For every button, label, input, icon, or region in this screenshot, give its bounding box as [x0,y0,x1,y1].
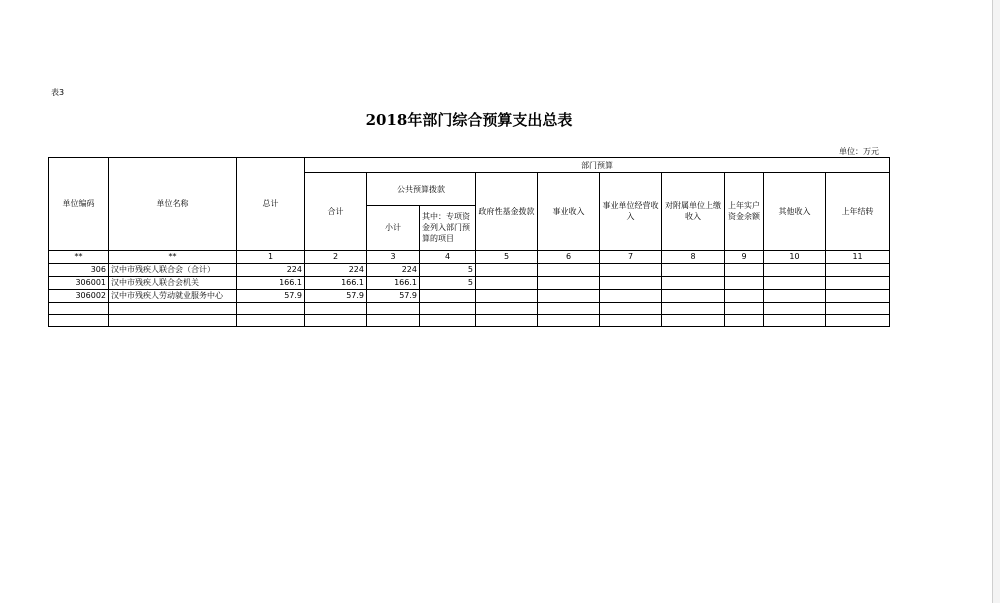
header-special-funds: 其中：专项资金列入部门预算的项目 [420,205,476,250]
header-row-1 [49,158,890,173]
cell-subtotal-sum: 166.1 [305,276,367,289]
cell-subtotal: 57.9 [367,289,420,302]
header-affiliated-income: 对附属单位上缴收入 [662,173,725,250]
cell-last-year-carryover [826,263,890,276]
cell-other-income [764,276,826,289]
page-title: 2018年部门综合预算支出总表 [365,111,573,129]
cell-unit-code: 306001 [49,276,109,289]
header-unit-name: 单位名称 [109,158,237,251]
header-total: 总计 [237,158,305,251]
header-unit-code: 单位编码 [49,158,109,251]
header-subtotal-sum: 合计 [305,173,367,250]
page-edge [992,0,993,603]
index-cell: ** [109,250,237,263]
index-cell: 6 [538,250,600,263]
header-business-operating: 事业单位经营收入 [600,173,662,250]
cell-special-funds: 5 [420,263,476,276]
index-cell: 5 [476,250,538,263]
cell-unit-name: 汉中市残疾人劳动就业服务中心 [109,289,237,302]
index-cell: 3 [367,250,420,263]
table-label: 表3 [51,88,65,97]
cell-unit-name: 汉中市残疾人联合会机关 [109,276,237,289]
header-other-income: 其他收入 [764,173,826,250]
cell-business-income [538,289,600,302]
unit-label: 单位：万元 [839,147,879,156]
index-cell: 8 [662,250,725,263]
index-cell: 2 [305,250,367,263]
header-gov-fund: 政府性基金拨款 [476,173,538,250]
header-subtotal: 小计 [367,205,420,250]
cell-total: 166.1 [237,276,305,289]
cell-last-year-balance [725,289,764,302]
cell-subtotal: 166.1 [367,276,420,289]
cell-gov-fund [476,289,538,302]
cell-other-income [764,263,826,276]
cell-last-year-balance [725,276,764,289]
empty-row [49,302,890,314]
budget-table [48,157,890,327]
index-cell: 9 [725,250,764,263]
cell-special-funds [420,289,476,302]
cell-unit-code: 306002 [49,289,109,302]
index-cell: 10 [764,250,826,263]
cell-business-income [538,263,600,276]
header-public-budget: 公共预算拨款 [367,173,476,206]
cell-gov-fund [476,276,538,289]
cell-special-funds: 5 [420,276,476,289]
index-cell: 11 [826,250,890,263]
cell-business-operating [600,263,662,276]
cell-unit-code: 306 [49,263,109,276]
cell-business-operating [600,276,662,289]
cell-other-income [764,289,826,302]
cell-total: 57.9 [237,289,305,302]
cell-total: 224 [237,263,305,276]
cell-subtotal-sum: 57.9 [305,289,367,302]
header-last-year-balance: 上年实户资金余额 [725,173,764,250]
cell-gov-fund [476,263,538,276]
table-row [49,289,890,302]
index-row [49,250,890,263]
header-dept-budget: 部门预算 [305,158,890,173]
cell-last-year-balance [725,263,764,276]
empty-row [49,314,890,326]
header-last-year-carryover: 上年结转 [826,173,890,250]
cell-last-year-carryover [826,289,890,302]
table-row [49,276,890,289]
cell-affiliated-income [662,263,725,276]
index-cell: 4 [420,250,476,263]
index-cell: 7 [600,250,662,263]
index-cell: 1 [237,250,305,263]
cell-unit-name: 汉中市残疾人联合会（合计） [109,263,237,276]
cell-last-year-carryover [826,276,890,289]
table-row [49,263,890,276]
cell-business-income [538,276,600,289]
cell-business-operating [600,289,662,302]
cell-subtotal-sum: 224 [305,263,367,276]
index-cell: ** [49,250,109,263]
cell-subtotal: 224 [367,263,420,276]
header-business-income: 事业收入 [538,173,600,250]
cell-affiliated-income [662,276,725,289]
cell-affiliated-income [662,289,725,302]
